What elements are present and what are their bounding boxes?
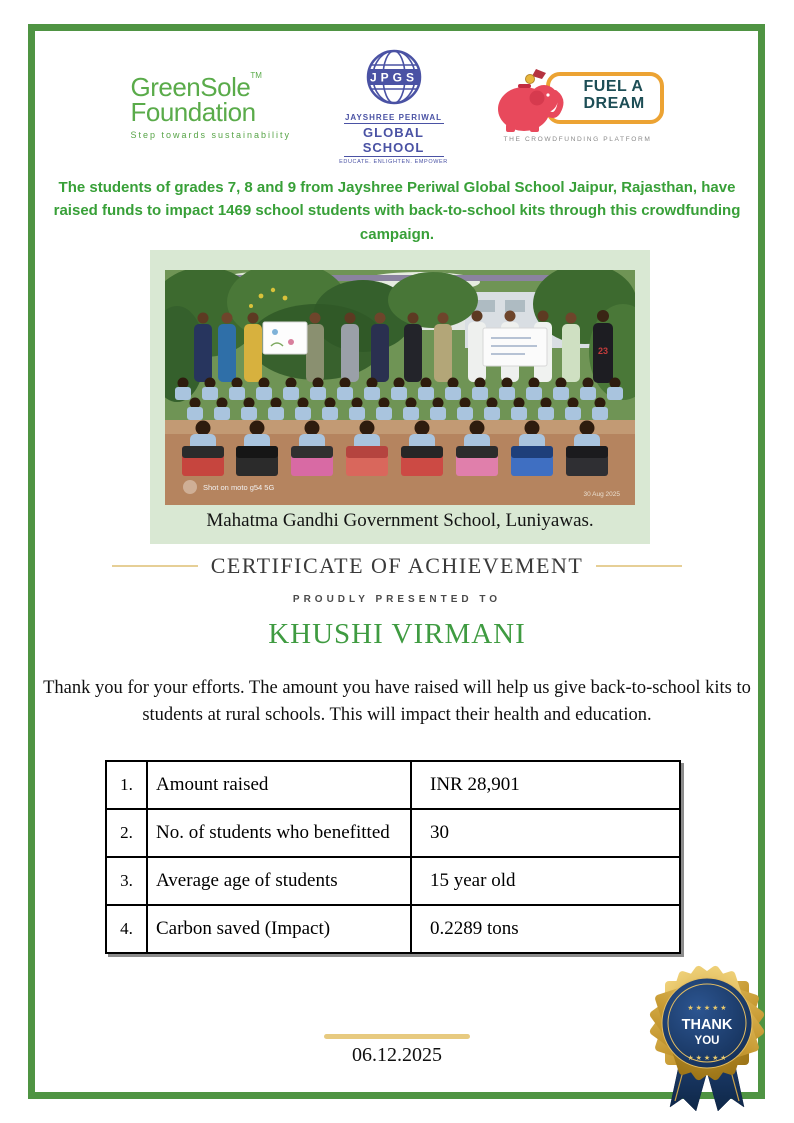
- photo-card: [150, 250, 650, 544]
- greensole-name2: Foundation: [130, 97, 256, 127]
- row-label: Carbon saved (Impact): [147, 905, 411, 953]
- badge-stars-bottom: ★ ★ ★ ★ ★: [687, 1055, 727, 1062]
- watermark-left: Shot on moto g54 5G: [203, 483, 275, 492]
- jpgs-name-line1: JAYSHREE PERIWAL: [344, 112, 443, 122]
- logo-row: [0, 56, 794, 165]
- greensole-name: GreenSole™: [130, 71, 262, 103]
- row-value: INR 28,901: [411, 761, 680, 809]
- row-number: 2.: [106, 809, 147, 857]
- greensole-logo: [131, 72, 296, 139]
- recipient-name: KHUSHI VIRMANI: [268, 618, 526, 650]
- thank-you-badge-icon: [646, 961, 768, 1113]
- group-photo: [165, 270, 635, 505]
- certificate-date: 06.12.2025: [352, 1044, 442, 1066]
- date-divider: [324, 1034, 470, 1039]
- badge-you: YOU: [694, 1035, 720, 1047]
- row-label: Average age of students: [147, 857, 411, 905]
- svg-text:23: 23: [597, 346, 609, 356]
- certificate-title-row: [112, 551, 682, 581]
- badge-stars-top: ★ ★ ★ ★ ★: [687, 1005, 727, 1012]
- fueladream-logo: [492, 69, 664, 143]
- table-row: [106, 857, 680, 905]
- fueladream-mark: [492, 69, 664, 133]
- fueladream-line2: DREAM: [583, 94, 645, 112]
- elephant-piggybank-icon: [492, 69, 564, 133]
- thank-you-message: Thank you for your efforts. The amount you have raised will help us give back-to-school kits to students at rural schools. This will impact their health and education.: [43, 678, 751, 725]
- row-value: 15 year old: [411, 857, 680, 905]
- jpgs-name-line2: GLOBAL SCHOOL: [344, 123, 444, 157]
- watermark-right: 30 Aug 2025: [583, 491, 620, 498]
- row-label: Amount raised: [147, 761, 411, 809]
- jpgs-globe-icon: [365, 48, 423, 106]
- gold-divider-left: [112, 565, 198, 567]
- presented-label: PROUDLY PRESENTED TO: [292, 594, 502, 605]
- fueladream-tagline: THE CROWDFUNDING PLATFORM: [503, 136, 652, 143]
- row-value: 0.2289 tons: [411, 905, 680, 953]
- row-number: 3.: [106, 857, 147, 905]
- row-label: No. of students who benefitted: [147, 809, 411, 857]
- photo-caption: Mahatma Gandhi Government School, Luniyawas.: [206, 510, 594, 531]
- jpgs-logo: [338, 48, 450, 165]
- table-row: [106, 905, 680, 953]
- row-value: 30: [411, 809, 680, 857]
- greensole-tagline: Step towards sustainability: [130, 129, 292, 140]
- row-number: 4.: [106, 905, 147, 953]
- jpgs-tagline: EDUCATE. ENLIGHTEN. EMPOWER: [339, 158, 448, 165]
- impact-table: [105, 760, 681, 954]
- table-row: [106, 809, 680, 857]
- row-number: 1.: [106, 761, 147, 809]
- certificate-title: CERTIFICATE OF ACHIEVEMENT: [210, 553, 584, 578]
- svg-text:JPGS: JPGS: [369, 70, 418, 84]
- fueladream-line1: FUEL A: [583, 78, 644, 95]
- campaign-intro-text: The students of grades 7, 8 and 9 from Jayshree Periwal Global School Jaipur, Rajasthan, have raised funds to impact 1469 school students with back-to-school kits through this crowdfunding campaign.: [53, 179, 741, 243]
- badge-thank: THANK: [681, 1017, 733, 1033]
- gold-divider-right: [596, 565, 682, 567]
- table-row: [106, 761, 680, 809]
